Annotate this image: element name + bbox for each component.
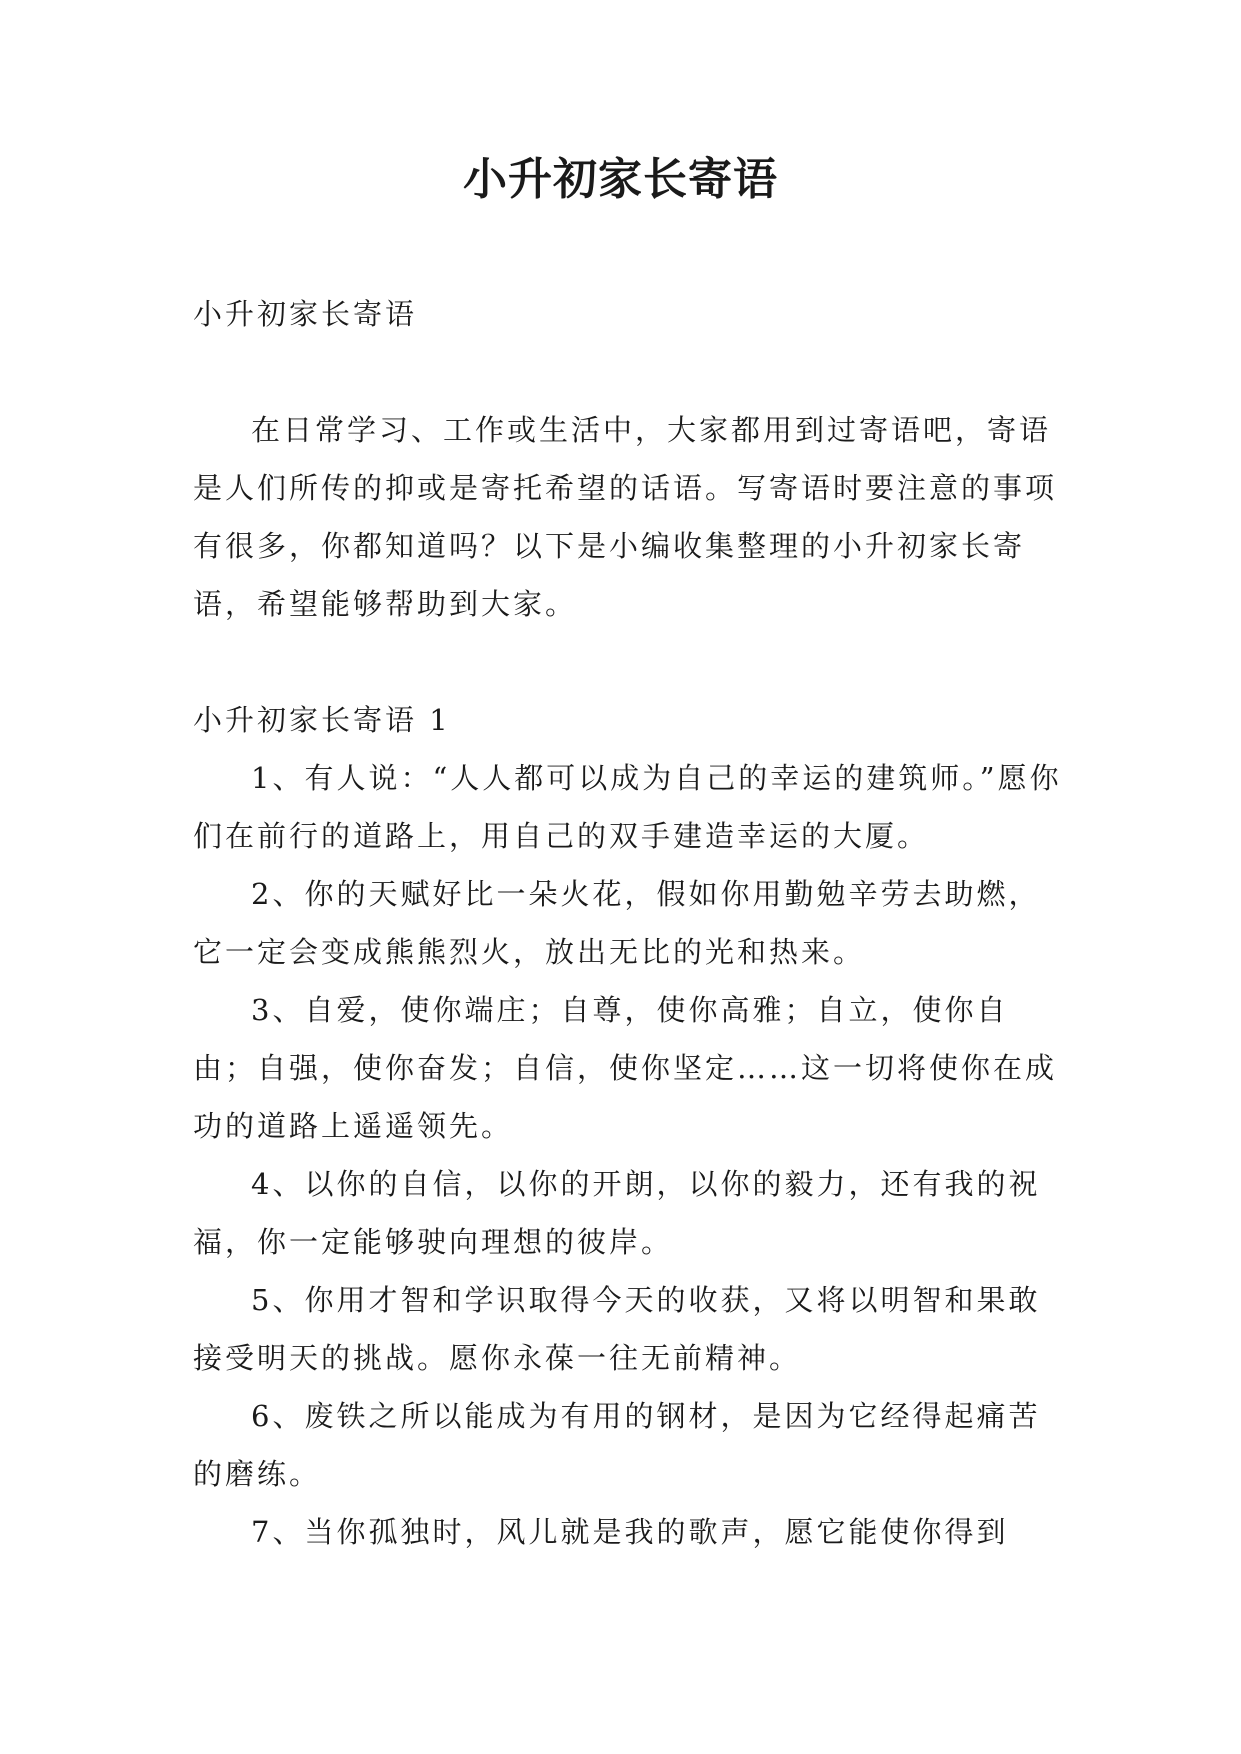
list-item: 5、你用才智和学识取得今天的收获，又将以明智和果敢接受明天的挑战。愿你永葆一往无前精神。 bbox=[193, 1283, 1041, 1375]
list-item: 1、有人说：“人人都可以成为自己的幸运的建筑师。”愿你们在前行的道路上，用自己的双手建造幸运的大厦。 bbox=[193, 761, 1062, 853]
document-body bbox=[193, 285, 1063, 1561]
list-item: 7、当你孤独时，风儿就是我的歌声，愿它能使你得到 bbox=[251, 1515, 1009, 1549]
section-heading: 小升初家长寄语 1 bbox=[193, 703, 451, 737]
list-item: 2、你的天赋好比一朵火花，假如你用勤勉辛劳去助燃，它一定会变成熊熊烈火，放出无比的光和热来。 bbox=[193, 877, 1041, 969]
document-title: 小升初家长寄语 bbox=[463, 154, 778, 205]
list-item: 3、自爱，使你端庄；自尊，使你高雅；自立，使你自由；自强，使你奋发；自信，使你坚定……这一切将使你在成功的道路上遥遥领先。 bbox=[193, 993, 1058, 1143]
document-subtitle: 小升初家长寄语 bbox=[193, 297, 418, 331]
list-item: 4、以你的自信，以你的开朗，以你的毅力，还有我的祝福，你一定能够驶向理想的彼岸。 bbox=[193, 1167, 1041, 1259]
intro-paragraph: 在日常学习、工作或生活中，大家都用到过寄语吧，寄语是人们所传的抑或是寄托希望的话语。写寄语时要注意的事项有很多，你都知道吗？以下是小编收集整理的小升初家长寄语，希望能够帮助到大家。 bbox=[193, 413, 1058, 621]
list-item: 6、废铁之所以能成为有用的钢材，是因为它经得起痛苦的磨练。 bbox=[193, 1399, 1041, 1491]
